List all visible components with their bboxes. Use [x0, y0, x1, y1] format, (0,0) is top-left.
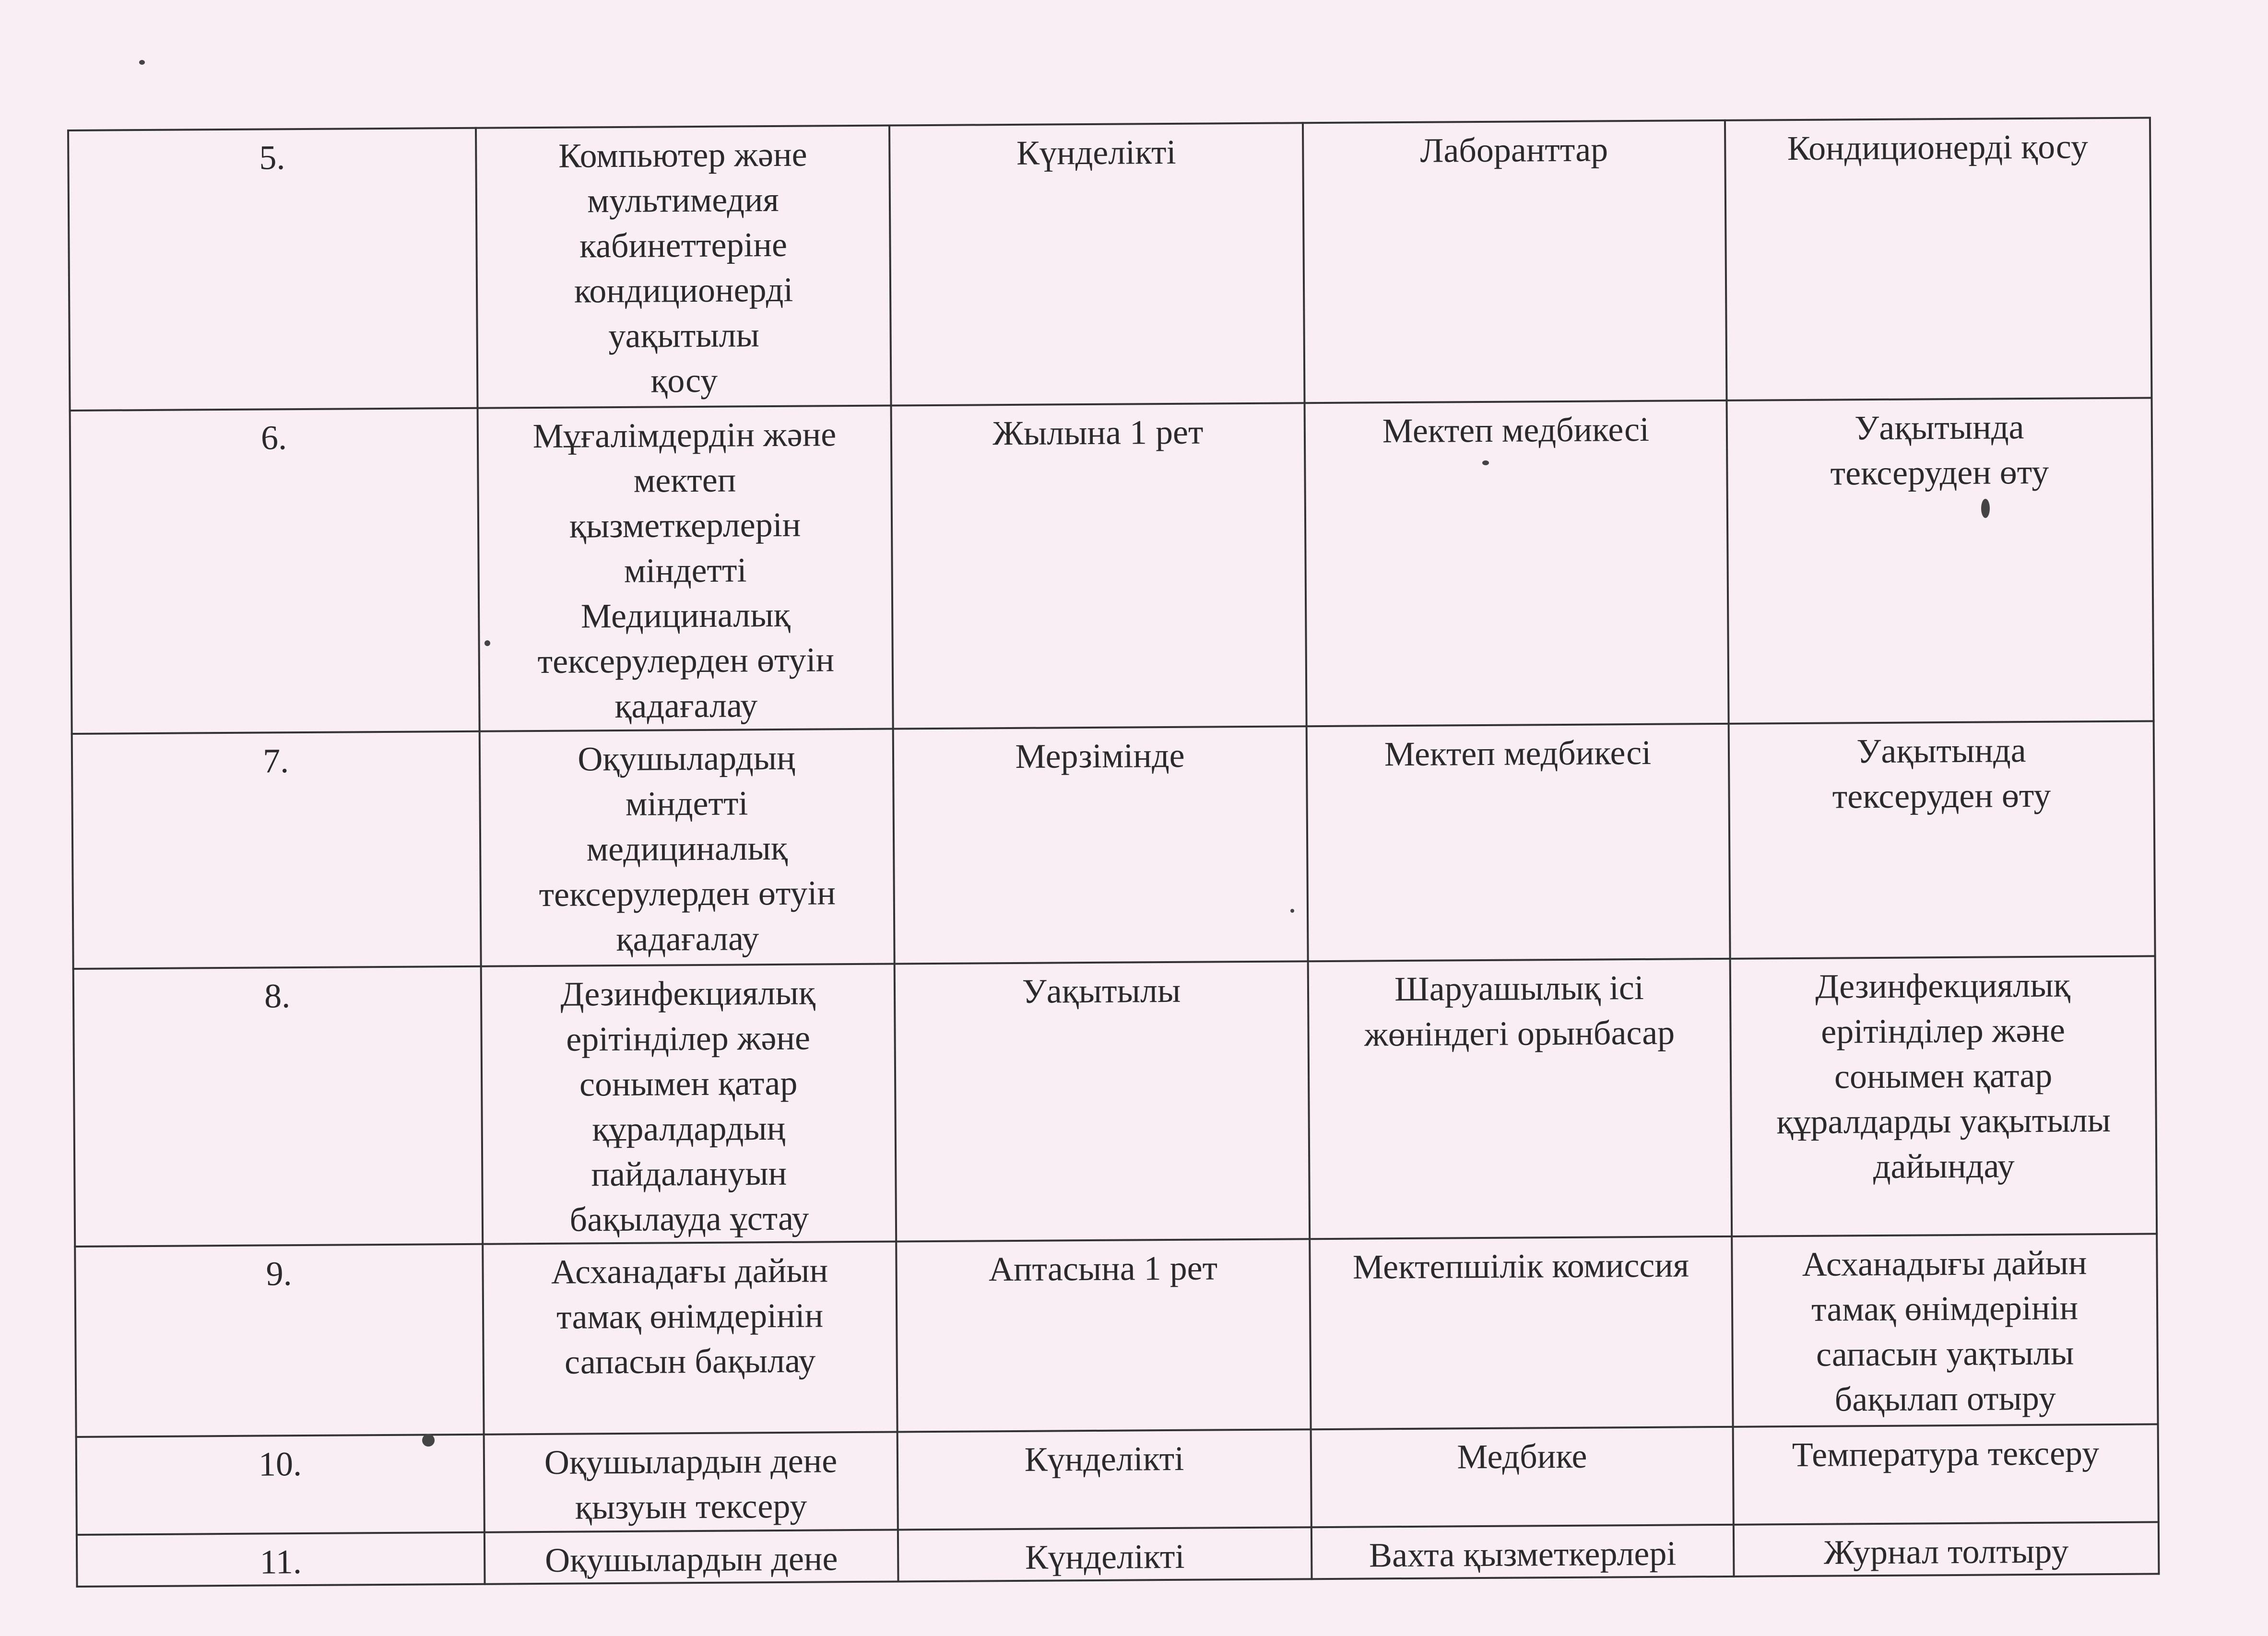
period-cell: Мерзімінде [893, 726, 1308, 964]
table-row [68, 118, 2151, 411]
event-cell: Оқушылардын дене қызуын тексеру [484, 1432, 898, 1532]
responsible-cell: Лаборанттар [1303, 120, 1727, 403]
scan-speck [1981, 499, 1990, 518]
event-cell: Компьютер және мультимедия кабинеттеріне кондиционерді уақытылы қосу [476, 126, 891, 408]
period-cell: Жылына 1 рет [891, 403, 1307, 729]
responsible-cell: Мектеп медбикесі [1305, 400, 1729, 726]
scan-speck [484, 640, 490, 646]
result-cell: Уақытында тексеруден өту [1727, 398, 2154, 723]
period-cell: Уақытылы [895, 961, 1310, 1241]
result-cell: Температура тексеру [1733, 1424, 2159, 1524]
period-cell: Күнделікті [898, 1429, 1311, 1530]
event-cell: Мұғалімдердін және мектеп қызметкерлерін міндетті Медициналық тексерулерден өтуін қадағалау [478, 406, 893, 731]
responsible-cell: Вахта қызметкерлері [1311, 1525, 1734, 1579]
table-row [70, 398, 2154, 733]
scan-speck [139, 60, 145, 65]
result-cell: Дезинфекциялық ерітінділер және сонымен қатар құралдарды уақытылы дайындау [1730, 956, 2157, 1236]
event-cell: Дезинфекциялық ерітінділер және сонымен қатар құралдардың пайдалануын бақылауда ұстау [481, 964, 897, 1244]
scan-speck [1290, 909, 1294, 913]
event-cell: Асханадағы дайын тамақ өнімдерінін сапасын бақылау [483, 1241, 897, 1434]
row-number-cell: 5. [68, 128, 478, 411]
plan-table [67, 117, 2160, 1587]
row-number-cell: 6. [70, 408, 480, 734]
responsible-cell: Шаруашылық ісі жөніндегі орынбасар [1308, 959, 1732, 1239]
period-cell: Күнделікті [898, 1527, 1312, 1581]
result-cell: Кондиционерді қосу [1725, 118, 2152, 400]
table-row [75, 1234, 2158, 1437]
result-cell: Асханадығы дайын тамақ өнімдерінін сапасын уақтылы бақылап отыру [1732, 1234, 2158, 1426]
period-cell: Күнделікті [889, 123, 1305, 405]
table-row [76, 1424, 2159, 1535]
event-cell: Оқушылардын дене [484, 1530, 898, 1584]
row-number-cell: 7. [72, 731, 481, 969]
row-number-cell: 9. [75, 1244, 484, 1437]
event-cell: Оқушылардың міндетті медициналық тексерулерден өтуін қадағалау [480, 729, 895, 966]
row-number-cell: 8. [73, 966, 483, 1247]
responsible-cell: Медбике [1311, 1427, 1734, 1527]
row-number-cell: 10. [76, 1435, 484, 1535]
responsible-cell: Мектеп медбикесі [1307, 724, 1730, 961]
scan-speck [1482, 460, 1489, 465]
result-cell: Журнал толтыру [1734, 1522, 2159, 1576]
table-row [72, 721, 2155, 969]
result-cell: Уақытында тексеруден өту [1729, 721, 2155, 958]
period-cell: Аптасына 1 рет [896, 1239, 1311, 1432]
table-row [73, 956, 2157, 1247]
row-number-cell: 11. [77, 1532, 485, 1587]
responsible-cell: Мектепшілік комиссия [1310, 1236, 1733, 1429]
scan-speck [422, 1434, 435, 1447]
